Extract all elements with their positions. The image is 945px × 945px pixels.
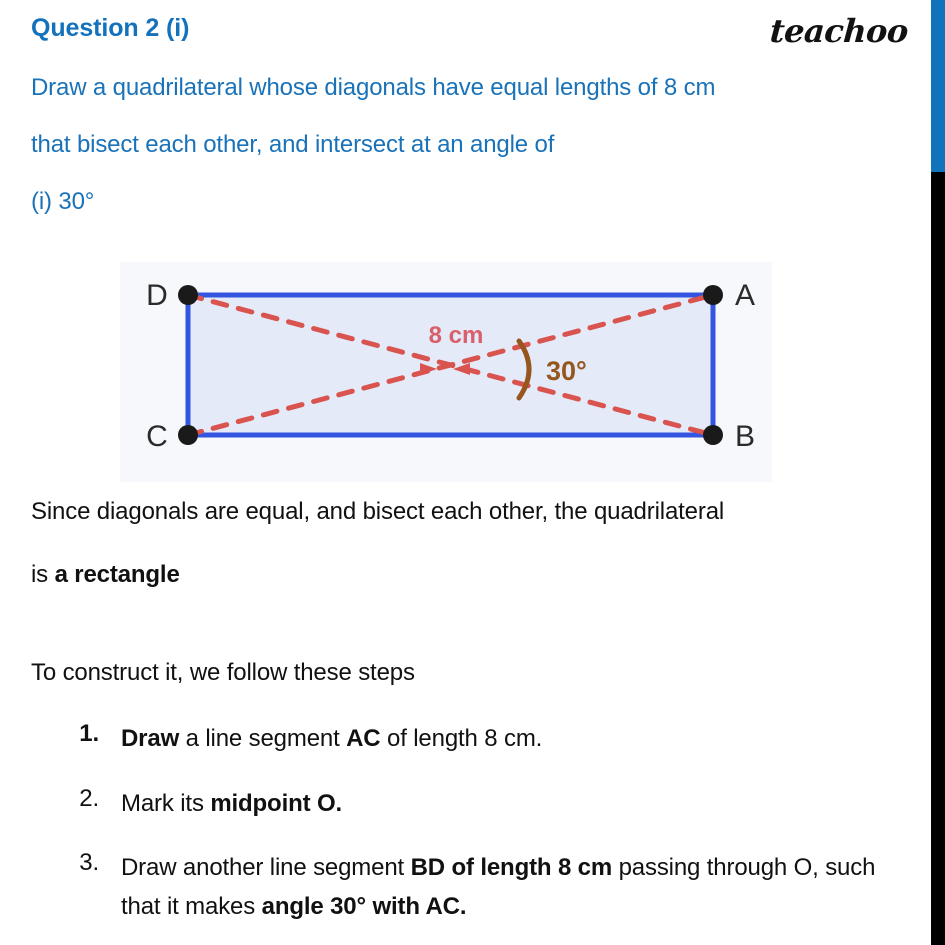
- list-item: [31, 720, 911, 759]
- vertex-label-d: D: [146, 279, 168, 312]
- prompt-line-1: Draw a quadrilateral whose diagonals have equal lengths of 8 cm: [31, 74, 716, 101]
- geometry-diagram: [120, 262, 772, 482]
- step-number: 1.: [79, 720, 99, 747]
- rectangle-figure-svg: [120, 262, 772, 482]
- vertex-label-c: C: [146, 420, 168, 453]
- teachoo-logo: teachoo: [768, 12, 910, 50]
- conclusion-line-2-emphasis: a rectangle: [54, 561, 180, 588]
- steps-intro: To construct it, we follow these steps: [31, 659, 415, 686]
- step-text: Draw another line segment BD of length 8 cm passing through O, such that it makes angle 30° with AC.: [121, 854, 876, 920]
- page-title: Question 2 (i): [31, 14, 190, 42]
- prompt-line-3: (i) 30°: [31, 188, 95, 215]
- vertex-dot-a: [703, 285, 723, 305]
- list-item: [31, 849, 911, 927]
- step-number: 3.: [79, 849, 99, 876]
- conclusion-line-1: Since diagonals are equal, and bisect each other, the quadrilateral: [31, 498, 725, 525]
- vertex-dot-c: [178, 425, 198, 445]
- step-text: Mark its midpoint O.: [121, 790, 342, 817]
- conclusion-line-2-prefix: is: [31, 561, 55, 588]
- diagonal-length-label: 8 cm: [428, 322, 484, 349]
- intersection-angle-label: 30°: [546, 356, 587, 386]
- conclusion-line-2: [31, 561, 180, 589]
- vertex-dot-b: [703, 425, 723, 445]
- vertex-label-a: A: [734, 279, 756, 312]
- vertex-dot-d: [178, 285, 198, 305]
- step-text: Draw a line segment AC of length 8 cm.: [121, 725, 543, 752]
- right-edge-black-bar: [931, 172, 945, 945]
- list-item: [31, 785, 911, 824]
- prompt-line-2: that bisect each other, and intersect at an angle of: [31, 131, 555, 158]
- vertex-label-b: B: [734, 420, 756, 453]
- step-number: 2.: [79, 785, 99, 812]
- right-edge-accent-bar: [931, 0, 945, 172]
